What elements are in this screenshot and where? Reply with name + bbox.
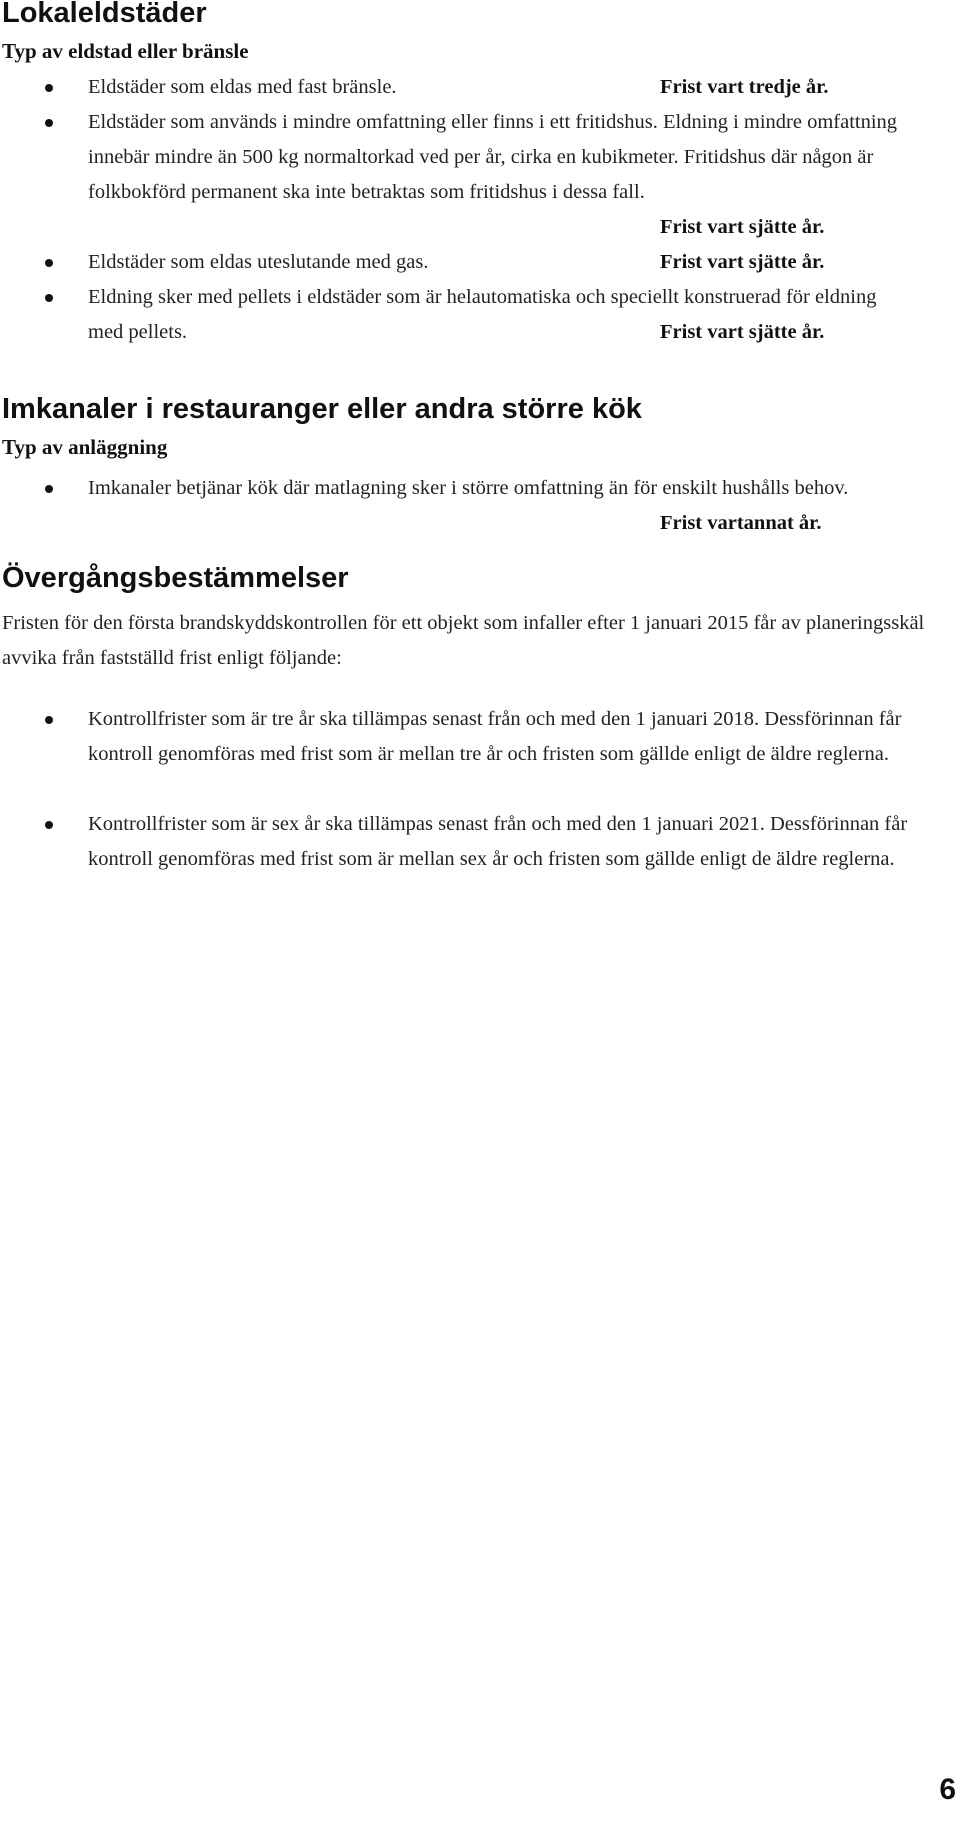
- list-item-text: Kontrollfrister som är sex år ska tillämpas senast från och med den 1 januari 2021. Dessförinnan får kontroll genomföras med frist som är mellan sex år och fristen som gällde enligt de äldre reglerna.: [88, 813, 908, 870]
- section-subheading-eldstad-type: Typ av eldstad eller bränsle: [2, 39, 249, 63]
- deadline-label: Frist vart sjätte år.: [660, 251, 825, 273]
- list-item-text: Imkanaler betjänar kök där matlagning sker i större omfattning än för enskilt hushålls behov.: [88, 477, 849, 499]
- section-subheading-anlaggning-type: Typ av anläggning: [2, 435, 168, 459]
- bullet-list-imkanaler: [0, 471, 960, 541]
- bullet-icon: [45, 821, 53, 829]
- bullet-icon: [45, 84, 53, 92]
- list-item: [0, 245, 938, 280]
- deadline-label: Frist vart sjätte år.: [660, 321, 825, 343]
- list-item: [0, 280, 888, 350]
- bullet-list-lokaleldstader: [0, 70, 960, 350]
- deadline-label: Frist vartannat år.: [660, 512, 822, 534]
- page-number: 6: [939, 1773, 956, 1806]
- list-item-text: Kontrollfrister som är tre år ska tillämpas senast från och med den 1 januari 2018. Dessförinnan får kontroll genomföras med frist som är mellan tre år och fristen som gällde enligt de äldre reglerna.: [88, 708, 902, 765]
- list-item: [0, 70, 938, 105]
- bullet-icon: [45, 485, 53, 493]
- list-item: [0, 702, 948, 807]
- list-item: [0, 471, 908, 541]
- bullet-icon: [45, 294, 53, 302]
- bullet-icon: [45, 716, 53, 724]
- list-item-text: Eldstäder som eldas med fast bränsle.: [88, 76, 397, 98]
- deadline-label: Frist vart sjätte år.: [660, 216, 825, 238]
- bullet-icon: [45, 259, 53, 267]
- intro-paragraph: Fristen för den första brandskyddskontrollen för ett objekt som infaller efter 1 januari 2015 får av planeringsskäl avvika från fastställd frist enligt följande:: [2, 612, 925, 669]
- list-item-text: Eldning sker med pellets i eldstäder som är helautomatiska och speciellt konstruerad för eldning med pellets.: [88, 286, 877, 343]
- list-item-text: Eldstäder som används i mindre omfattning eller finns i ett fritidshus. Eldning i mindre omfattning innebär mindre än 500 kg normaltorkad ved per år, cirka en kubikmeter. Fritidshus där någon är folkbokförd permanent ska inte betraktas som fritidshus i dessa fall.: [88, 111, 898, 203]
- list-item: [0, 105, 928, 245]
- bullet-list-overgangsbestammelser: [0, 702, 960, 912]
- list-item: [0, 807, 948, 912]
- section-heading-overgangsbestammelser: Övergångsbestämmelser: [2, 562, 349, 594]
- section-heading-imkanaler: Imkanaler i restauranger eller andra större kök: [2, 393, 642, 425]
- deadline-label: Frist vart tredje år.: [660, 76, 829, 98]
- bullet-icon: [45, 119, 53, 127]
- section-heading-lokaleldstader: Lokaleldstäder: [2, 0, 207, 29]
- list-item-text: Eldstäder som eldas uteslutande med gas.: [88, 251, 429, 273]
